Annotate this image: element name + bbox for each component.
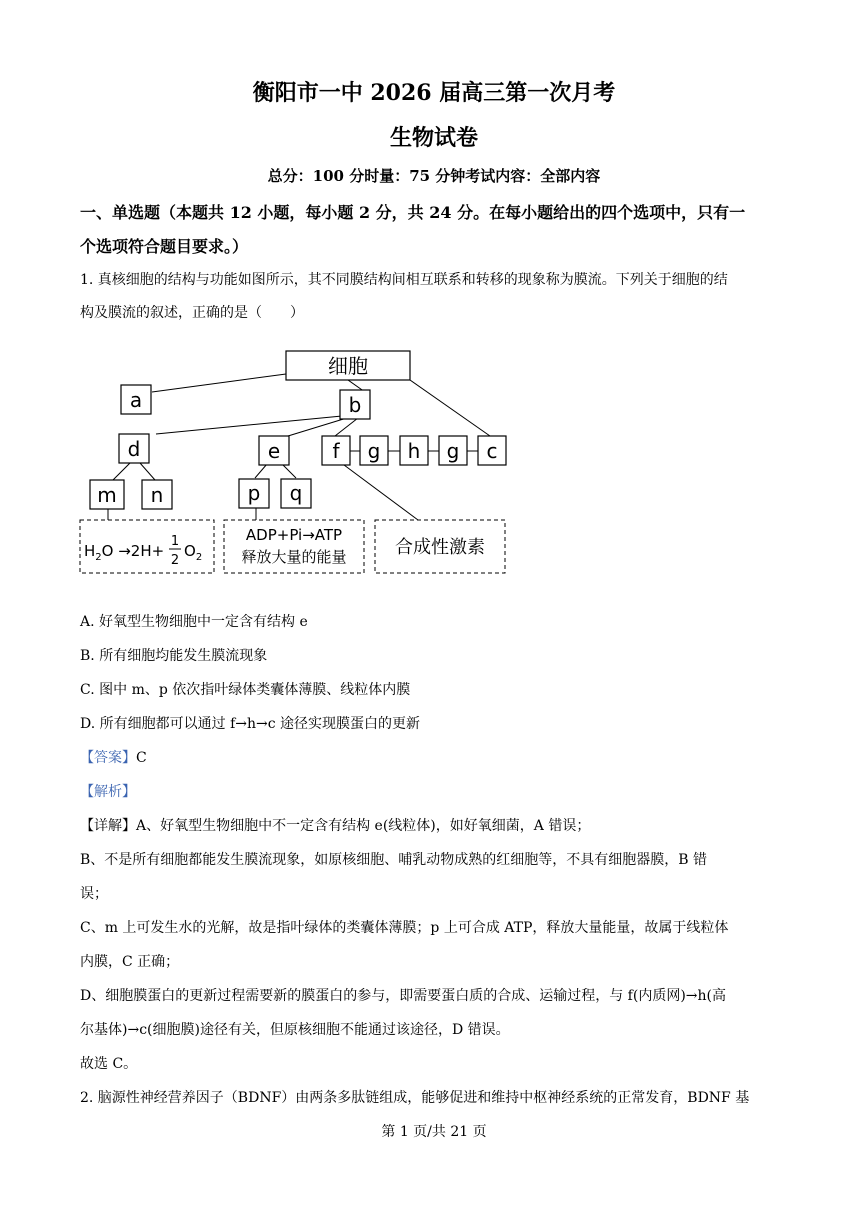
- node-e-label: e: [267, 439, 281, 463]
- node-m-label: m: [97, 483, 117, 507]
- q1-conclusion: 故选 C。: [80, 1056, 138, 1072]
- q2-stem-line1: 2. 脑源性神经营养因子（BDNF）由两条多肽链组成，能够促进和维持中枢神经系统的正常发育，BDNF 基: [80, 1090, 750, 1106]
- line-cell-a: [152, 374, 286, 392]
- line-e-p: [255, 464, 267, 478]
- node-p-label: p: [247, 481, 261, 505]
- node-d-label: d: [127, 437, 141, 461]
- q1-detail-line: B、不是所有细胞都能发生膜流现象，如原核细胞、哺乳动物成熟的红细胞等，不具有细胞器膜，B 错: [80, 852, 708, 868]
- formula-frac-den: 2: [170, 553, 180, 568]
- formula-water-photolysis: $H_2O \to 2H+$: [84, 542, 165, 563]
- exam-title: 衡阳市一中 2026 届高三第一次月考: [252, 80, 616, 106]
- atp-line1: ADP+Pi→ATP: [245, 526, 343, 544]
- line-d-n: [140, 463, 155, 480]
- atp-line2: 释放大量的能量: [241, 548, 347, 566]
- formula-oxygen: $O_2$: [184, 542, 203, 563]
- node-f-label: f: [332, 439, 340, 463]
- node-n-label: n: [150, 483, 164, 507]
- line-d-m: [113, 463, 130, 480]
- q1-detail-line: 内膜，C 正确；: [80, 954, 180, 970]
- answer-tag: 【答案】: [80, 750, 136, 766]
- q1-answer: [80, 747, 147, 767]
- q1-detail-line: 误；: [80, 886, 108, 902]
- exam-meta: 总分：100 分时量：75 分钟考试内容：全部内容: [267, 167, 601, 185]
- q1-option-d: D. 所有细胞都可以通过 f→h→c 途径实现膜蛋白的更新: [80, 716, 421, 732]
- q1-detail-line: 尔基体)→c(细胞膜)途径有关，但原核细胞不能通过该途径，D 错误。: [80, 1022, 510, 1038]
- section-heading-line1: 一、单选题（本题共 12 小题，每小题 2 分，共 24 分。在每小题给出的四个选项中，只有一: [80, 203, 746, 222]
- q1-detail-line: D、细胞膜蛋白的更新过程需要新的膜蛋白的参与，即需要蛋白质的合成、运输过程，与 f(内质网)→h(高: [80, 988, 726, 1004]
- q1-option-b: B. 所有细胞均能发生膜流现象: [80, 648, 268, 664]
- node-q-label: q: [289, 481, 303, 505]
- node-b-label: b: [348, 393, 362, 417]
- formula-frac-num: 1: [170, 534, 180, 549]
- q1-option-a: A. 好氧型生物细胞中一定含有结构 e: [80, 614, 308, 630]
- cell-label: 细胞: [328, 354, 368, 378]
- page-number: 第 1 页/共 21 页: [381, 1124, 487, 1140]
- q1-analysis-tag: 【解析】: [80, 784, 136, 800]
- cell-structure-diagram: [78, 346, 510, 580]
- line-f-box3: [340, 462, 418, 520]
- q1-detail-line: C、m 上可发生水的光解，故是指叶绿体的类囊体薄膜；p 上可合成 ATP，释放大量能量，故属于线粒体: [80, 920, 729, 936]
- node-c-label: c: [486, 439, 498, 463]
- node-a-label: a: [129, 388, 143, 412]
- hormone-label: 合成性激素: [395, 537, 485, 558]
- section-heading-line2: 个选项符合题目要求。）: [80, 237, 249, 256]
- line-cell-c: [410, 380, 490, 436]
- exam-subtitle: 生物试卷: [389, 125, 478, 151]
- node-g2-label: g: [446, 439, 460, 463]
- node-h-label: h: [407, 439, 421, 463]
- q1-option-c: C. 图中 m、p 依次指叶绿体类囊体薄膜、线粒体内膜: [80, 682, 411, 698]
- line-b-d: [156, 416, 342, 434]
- q1-detail-line: 【详解】A、好氧型生物细胞中不一定含有结构 e(线粒体)，如好氧细菌，A 错误；: [80, 818, 591, 834]
- q1-stem-line2: 构及膜流的叙述，正确的是（ ）: [80, 305, 304, 321]
- answer-value: C: [136, 750, 147, 766]
- q1-stem-line1: 1. 真核细胞的结构与功能如图所示，其不同膜结构间相互联系和转移的现象称为膜流。下列关于细胞的结: [80, 272, 728, 288]
- line-e-q: [282, 464, 296, 478]
- node-g1-label: g: [367, 439, 381, 463]
